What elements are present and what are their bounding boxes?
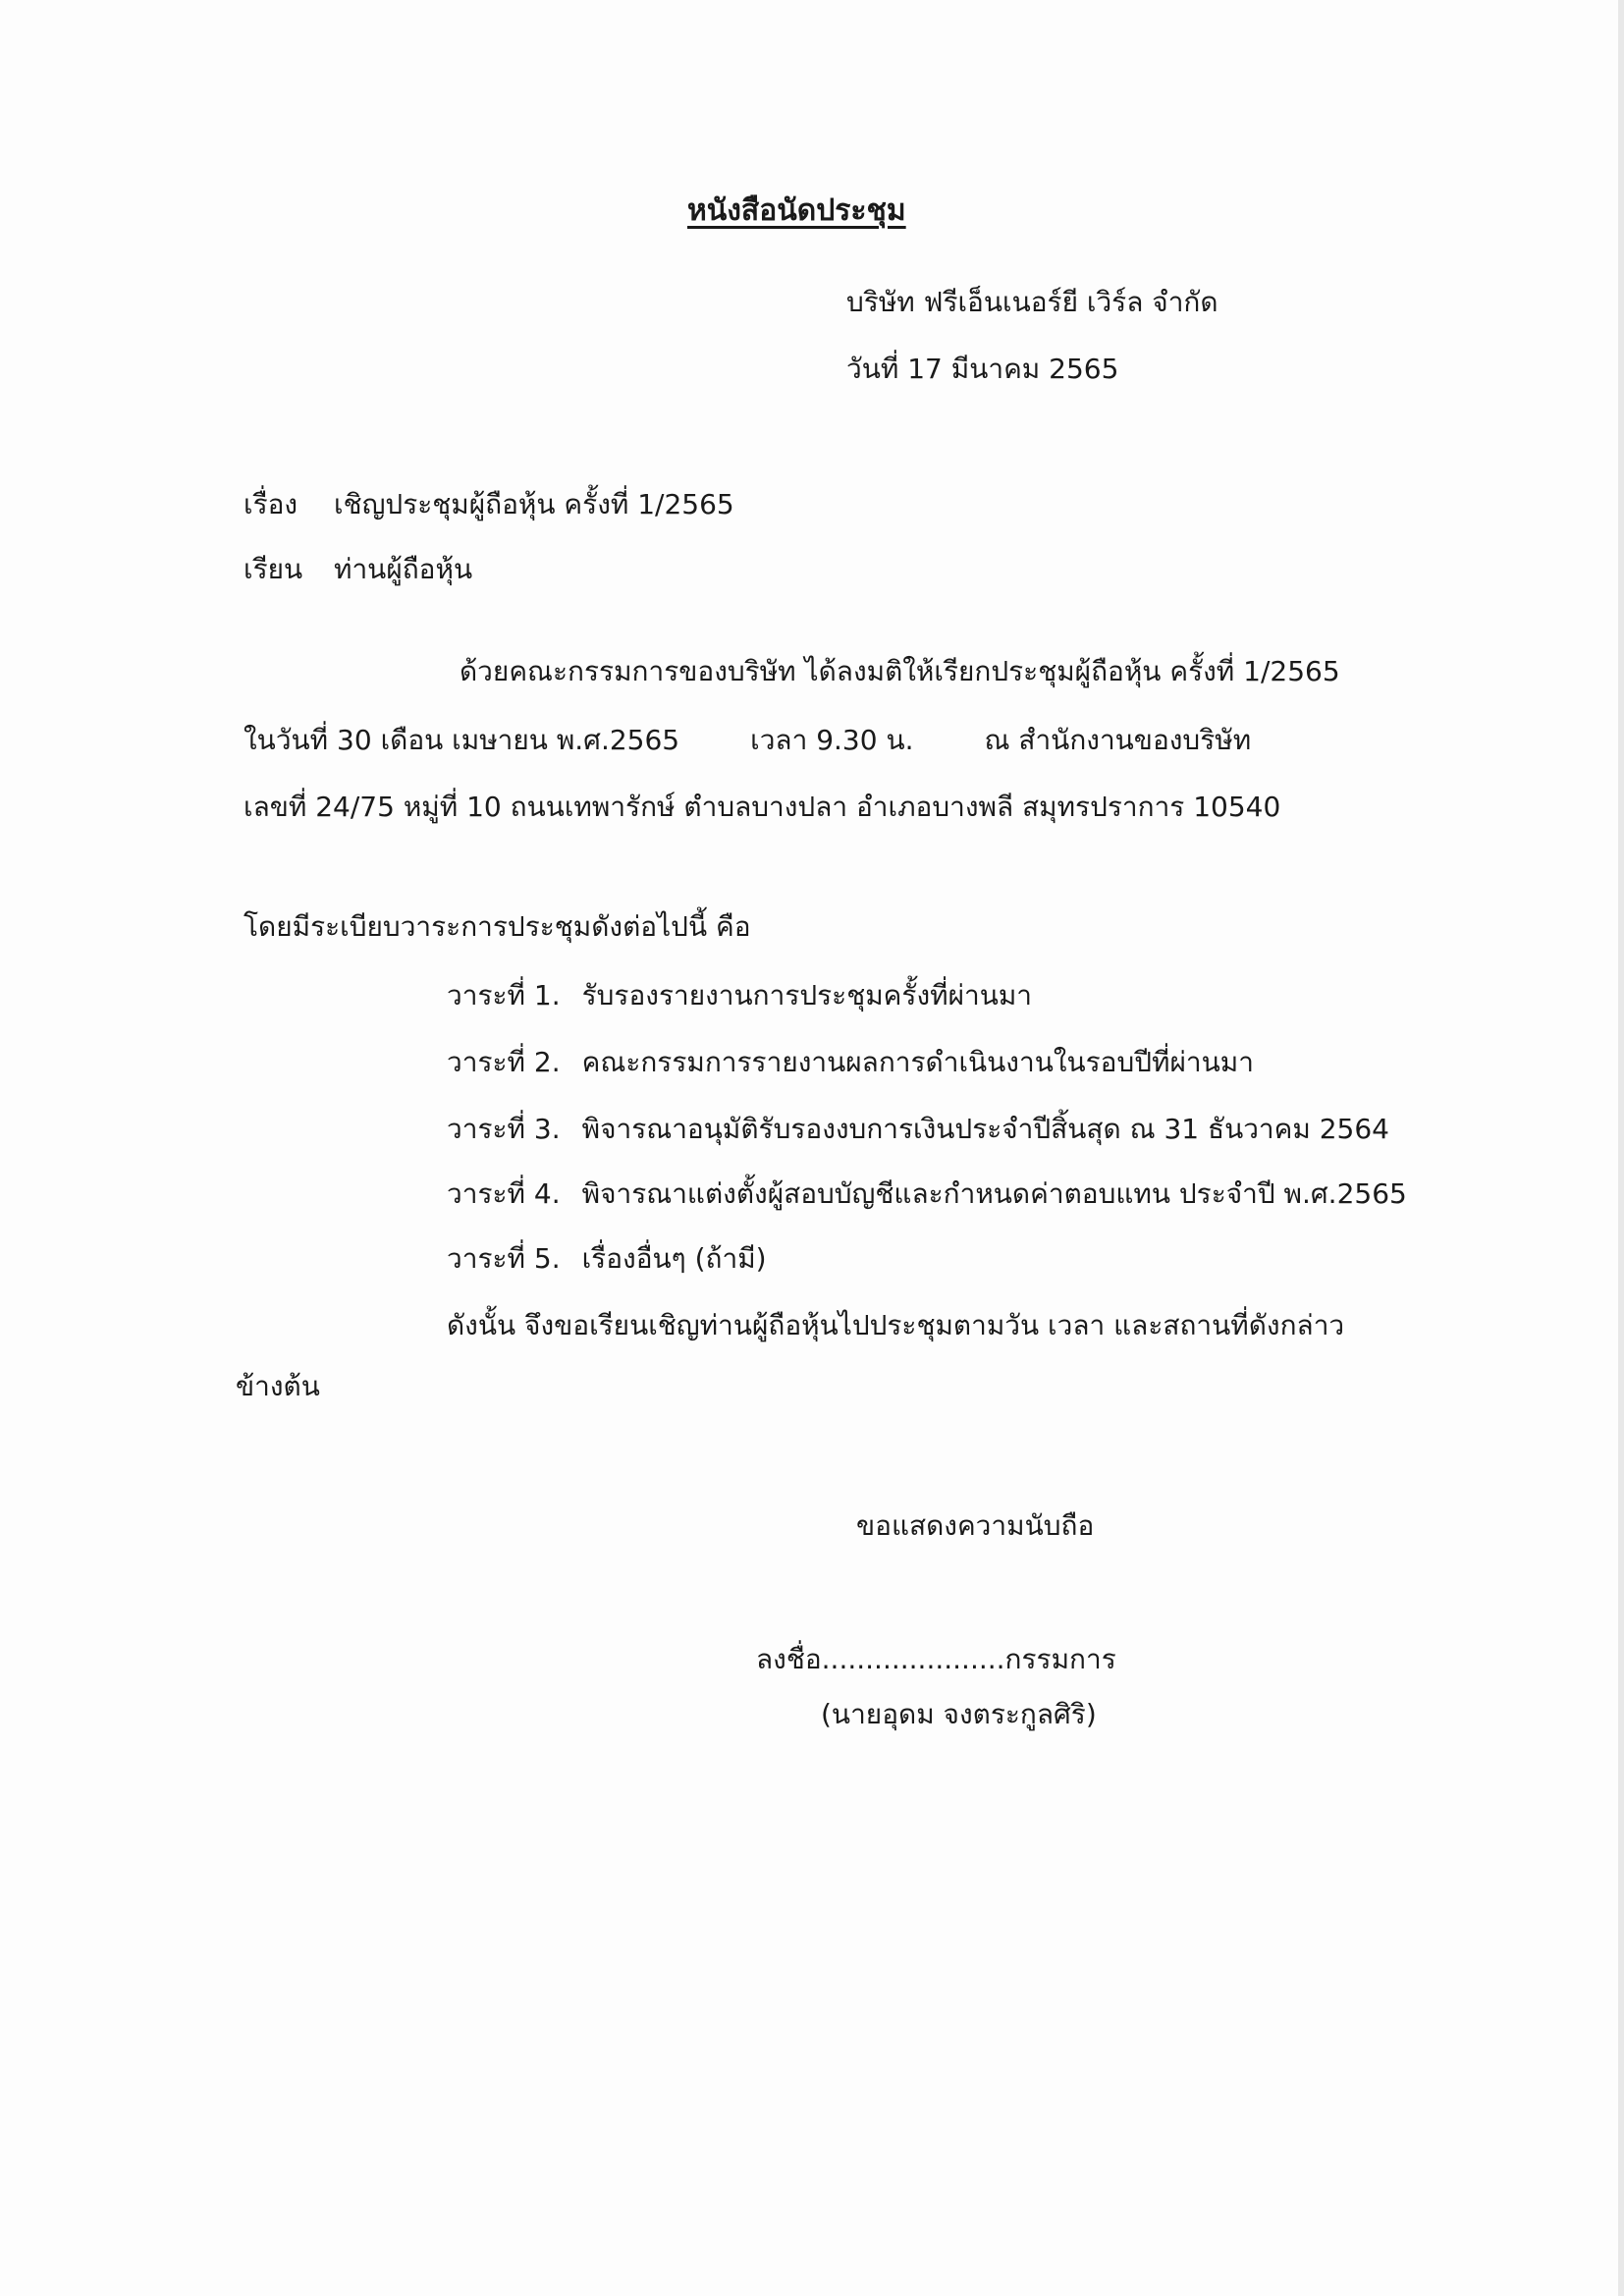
meeting-place: ณ สำนักงานของบริษัท <box>984 724 1252 756</box>
agenda-text: เรื่องอื่นๆ (ถ้ามี) <box>581 1242 767 1275</box>
regards: ขอแสดงความนับถือ <box>856 1509 1095 1542</box>
body-line-1: ด้วยคณะกรรมการของบริษัท ได้ลงมติให้เรียกประชุมผู้ถือหุ้น ครั้งที่ 1/2565 <box>460 655 1340 687</box>
agenda-label: วาระที่ 5. <box>447 1242 561 1275</box>
page-edge <box>1618 0 1624 2296</box>
agenda-item <box>447 1177 1407 1210</box>
agenda-label: วาระที่ 2. <box>447 1046 561 1078</box>
body-line-3: เลขที่ 24/75 หมู่ที่ 10 ถนนเทพารักษ์ ตำบลบางปลา อำเภอบางพลี สมุทรปราการ 10540 <box>244 791 1281 823</box>
agenda-item <box>447 979 1033 1011</box>
agenda-label: วาระที่ 4. <box>447 1177 561 1210</box>
closing-line-1: ดังนั้น จึงขอเรียนเชิญท่านผู้ถือหุ้นไปประชุมตามวัน เวลา และสถานที่ดังกล่าว <box>447 1309 1345 1341</box>
signature-line: ลงชื่อ.....................กรรมการ <box>756 1643 1116 1675</box>
meeting-date: ในวันที่ 30 เดือน เมษายน พ.ศ.2565 <box>244 724 680 756</box>
to-label: เรียน <box>244 553 303 585</box>
agenda-text: รับรองรายงานการประชุมครั้งที่ผ่านมา <box>581 979 1033 1011</box>
body-line-2 <box>244 724 1252 756</box>
agenda-item <box>447 1046 1254 1078</box>
signer-name: (นายอุดม จงตระกูลศิริ) <box>821 1698 1097 1730</box>
document-title: หนังสือนัดประชุม <box>687 193 906 228</box>
agenda-intro: โดยมีระเบียบวาระการประชุมดังต่อไปนี้ คือ <box>244 910 751 943</box>
subject-text: เชิญประชุมผู้ถือหุ้น ครั้งที่ 1/2565 <box>334 488 734 520</box>
agenda-label: วาระที่ 1. <box>447 979 561 1011</box>
to-text: ท่านผู้ถือหุ้น <box>334 553 473 585</box>
agenda-item <box>447 1113 1389 1145</box>
company-name: บริษัท ฟรีเอ็นเนอร์ยี เวิร์ล จำกัด <box>846 286 1218 318</box>
agenda-text: พิจารณาแต่งตั้งผู้สอบบัญชีและกำหนดค่าตอบแทน ประจำปี พ.ศ.2565 <box>581 1177 1407 1210</box>
agenda-text: พิจารณาอนุมัติรับรองงบการเงินประจำปีสิ้นสุด ณ 31 ธันวาคม 2564 <box>581 1113 1389 1145</box>
document-date: วันที่ 17 มีนาคม 2565 <box>846 353 1119 385</box>
closing-line-2: ข้างต้น <box>236 1370 320 1402</box>
agenda-label: วาระที่ 3. <box>447 1113 561 1145</box>
meeting-time: เวลา 9.30 น. <box>750 724 914 756</box>
agenda-item <box>447 1242 767 1275</box>
subject-label: เรื่อง <box>244 488 298 520</box>
agenda-text: คณะกรรมการรายงานผลการดำเนินงานในรอบปีที่ผ่านมา <box>581 1046 1254 1078</box>
